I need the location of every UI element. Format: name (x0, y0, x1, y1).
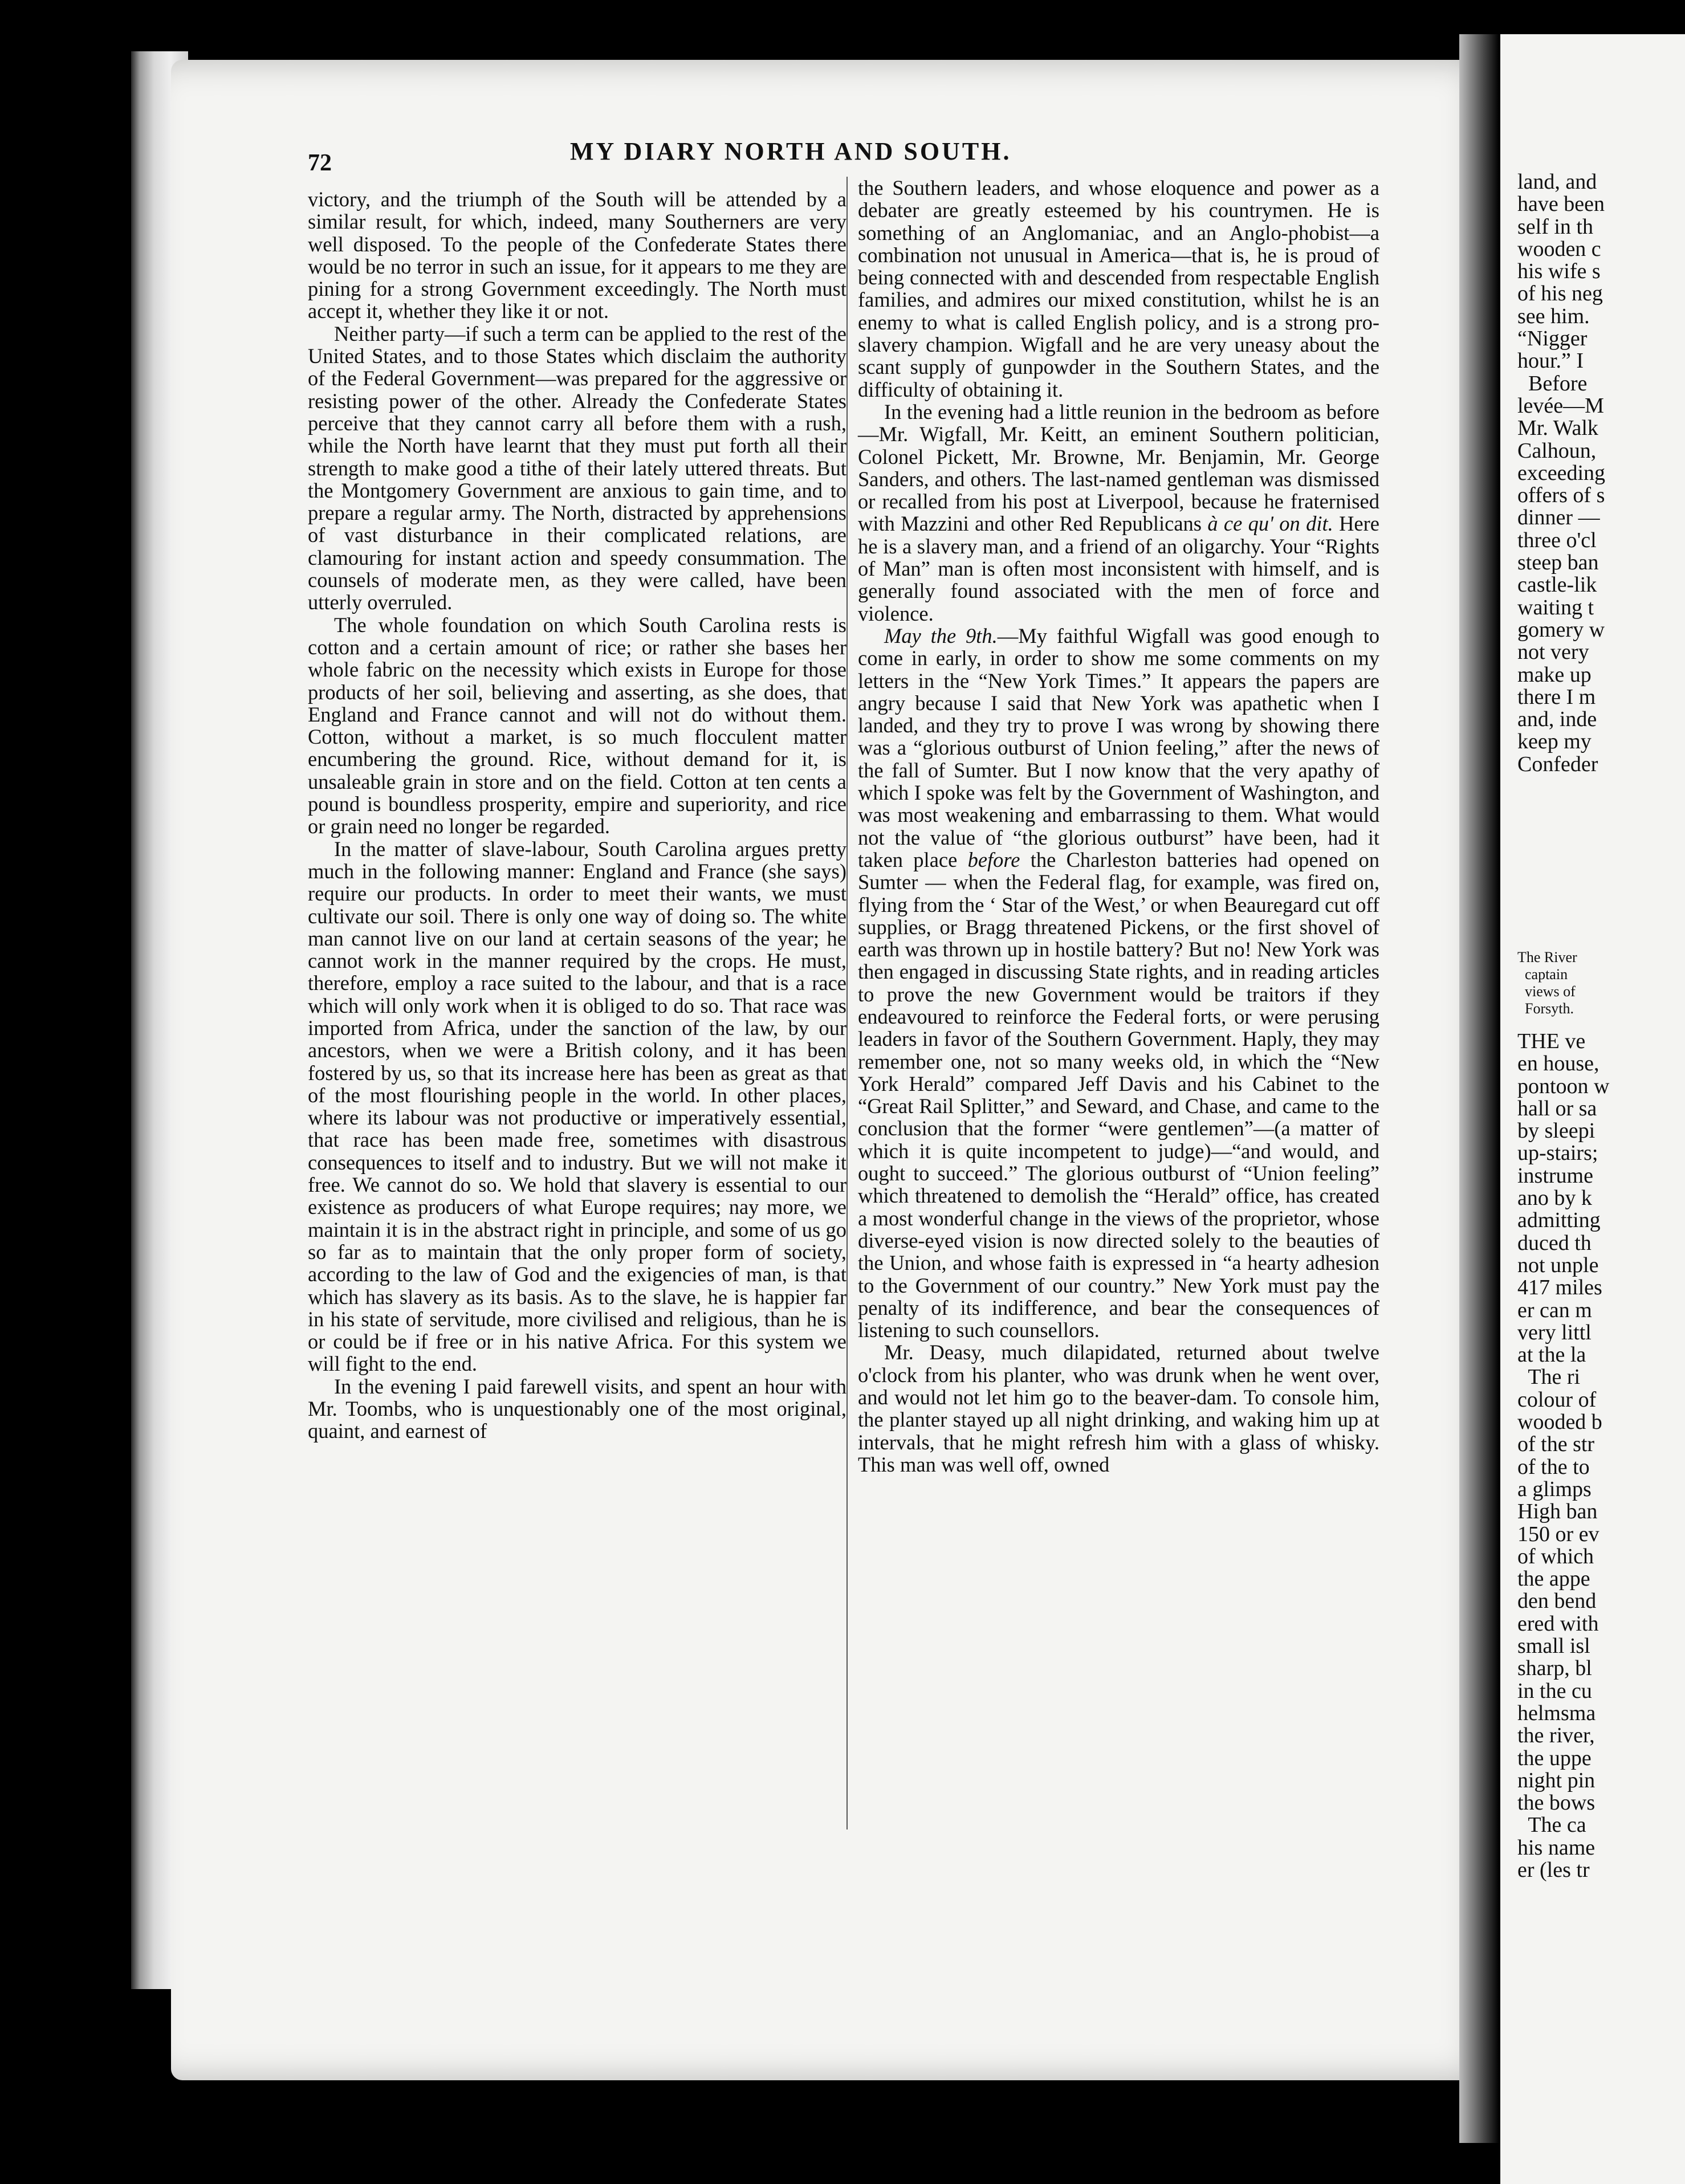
paragraph: Neither party—if such a term can be applied to the rest of the United States, and to those States which disclaim the authority of the Federal Government—was prepared for the aggressive or resisting power of the other. Already the Confederate States perceive that they cannot carry all before them with a rush, while the North have learnt that they must put forth all their strength to make good a tithe of their lately uttered threats. But the Montgomery Government are anxious to gain time, and to prepare a regular army. The North, distracted by apprehensions of vast disturbance in their complicated relations, are clamouring for instant action and speedy consummation. The counsels of moderate men, as they were called, have been utterly overruled. (308, 321, 846, 614)
diary-entry (858, 625, 1379, 1342)
facing-page-text-bottom: THE ve en house, pontoon w hall or sa by sleepi up-stairs; instrume ano by k admitting duced th not unple 417 miles er can m very littl at the la The ri colour of wooded b of the str of the to a glimps High ban 150 or ev of which the appe den bend ered with small isl sharp, bl in the cu helmsma the river, the uppe night pin the bows The ca his name er (les tr (1517, 1029, 1610, 1882)
entry-date: May the 9th. (884, 624, 998, 647)
running-title: MY DIARY NORTH AND SOUTH. (570, 137, 1012, 165)
text-column-left (308, 188, 846, 1443)
italic-word: before (967, 847, 1020, 871)
text-run: In the evening had a little reunion in the bedroom as before—Mr. Wigfall, Mr. Keitt, an eminent Southern politician, Colonel Pickett, Mr. Browne, Mr. Benjamin, Mr. George Sanders, and others. The last-named gentleman was dismissed or recalled from his post at Liverpool, because he fraternised with Mazzini and other Red Republicans (858, 400, 1379, 536)
italic-phrase: à ce qu' on dit. (1207, 512, 1333, 536)
paragraph: victory, and the triumph of the South will be attended by a similar result, for which, indeed, many Southerners are very well disposed. To the people of the Confederate States there would be no terror in such an issue, for it appears to me they are pining for a strong Government exceedingly. The North must accept it, whether they like it or not. (308, 188, 846, 323)
page-number: 72 (308, 150, 332, 176)
facing-page-caption: The River captain views of Forsyth. (1517, 949, 1577, 1017)
text-run: —My faithful Wigfall was good enough to come in early, in order to show me some comments on my letters in the “New York Times.” It appears the papers are angry because I said that New York was apathetic when I landed, and they try to prove I was wrong by showing there was a “glorious outburst of Union feeling,” after the news of the fall of Sumter. But I now know that the very apathy of which I spoke was felt by the Government of Washington, and was most weakening and embarrassing to them. What would not the value of “the glorious outburst” have been, had it taken place (858, 624, 1379, 871)
book-gutter (1459, 34, 1499, 2143)
paragraph: the Southern leaders, and whose eloquence and power as a debater are greatly esteemed by his countrymen. He is something of an Anglomaniac, and an Anglo-phobist—a combination not unusual in America—that is, he is proud of being connected with and descended from respectable English families, and admires our mixed constitution, whilst he is an enemy to what is called English policy, and is a strong pro-slavery champion. Wigfall and he are very uneasy about the scant supply of gunpowder in the Southern States, and the difficulty of obtaining it. (858, 176, 1379, 401)
column-divider (846, 177, 848, 1829)
text-column-right (858, 177, 1379, 1476)
paragraph: Mr. Deasy, much dilapidated, returned about twelve o'clock from his planter, who was drunk when he went over, and would not let him go to the beaver-dam. To console him, the planter stayed up all night drinking, and waking him up at intervals, that he might refresh him with a glass of whisky. This man was well off, owned (858, 1340, 1379, 1476)
text-run: Here he is a slavery man, and a friend of an oligarchy. Your “Rights of Man” man is often most inconsistent with himself, and is generally found associated with the men of force and violence. (858, 512, 1379, 625)
paragraph: The whole foundation on which South Carolina rests is cotton and a certain amount of rice; or rather she bases her whole fabric on the necessity which exists in Europe for those products of her soil, believing and asserting, as she does, that England and France cannot and will not do without them. Cotton, without a market, is so much flocculent matter encumbering the ground. Rice, without demand for it, is unsaleable grain in store and on the field. Cotton at ten cents a pound is boundless prosperity, empire and superiority, and rice or grain need no longer be regarded. (308, 613, 846, 838)
paragraph (858, 401, 1379, 625)
paragraph: In the matter of slave-labour, South Carolina argues pretty much in the following manner: England and France (she says) require our products. In order to meet their wants, we must cultivate our soil. There is only one way of doing so. The white man cannot live on our land at certain seasons of the year; he cannot work in the manner required by the crops. He must, therefore, employ a race suited to the labour, and that is a race which will only work when it is obliged to do so. That race was imported from Africa, under the sanction of the law, by our ancestors, when we were a British colony, and it has been fostered by us, so that its increase here has been as great as that of the most flourishing people in the world. In other places, where its labour was not productive or imperatively essential, that race has been made free, sometimes with disastrous consequences to itself and to industry. But we will not make it free. We cannot do so. We hold that slavery is essential to our existence as producers of what Europe requires; nay more, we maintain it is in the abstract right in principle, and some of us go so far as to maintain that the only proper form of society, according to the law of God and the exigencies of man, is that which has slavery as its basis. As to the slave, he is happier far in his state of servitude, more civilised and religious, than he is or could be if free or in his native Africa. For this system we will fight to the end. (308, 837, 846, 1376)
facing-page-text-top: land, and have been self in th wooden c his wife s of his neg see him. “Nigger hour.” I Before levée—M Mr. Walk Calhoun, exceeding offers of s dinner — three o'cl steep ban castle-lik waiting t gomery w not very make up there I m and, inde keep my Confeder (1517, 170, 1606, 776)
paragraph: In the evening I paid farewell visits, and spent an hour with Mr. Toombs, who is unquestionably one of the most original, quaint, and earnest of (308, 1374, 846, 1443)
text-run: the Charleston batteries had opened on Sumter — when the Federal flag, for example, was fired on, flying from the ‘ Star of the West,’ or when Beauregard cut off supplies, or Bragg threatened Pickens, or the first shovel of earth was thrown up in hostile battery? But no! New York was then engaged in discussing State rights, and in reading articles to prove the new Government would be traitors if they endeavoured to reinforce the Federal forts, or were perusing leaders in favor of the Southern Government. Haply, they may remember one, not so many weeks old, in which the “New York Herald” compared Jeff Davis and his Cabinet to the “Great Rail Splitter,” and Seward, and Chase, and came to the conclusion that the former “were gentlemen”—(a matter of which it is quite incompetent to judge)—“and would, and ought to succeed.” The glorious outburst of “Union feeling” which threatened to demolish the “Herald” office, has created a most wonderful change in the views of the proprietor, whose diverse-eyed vision is now directed solely to the beauties of the Union, and whose faith is expressed in “a hearty adhesion to the Government of our country.” New York must pay the penalty of its indifference, and bear the consequences of listening to such counsellors. (858, 847, 1379, 1342)
